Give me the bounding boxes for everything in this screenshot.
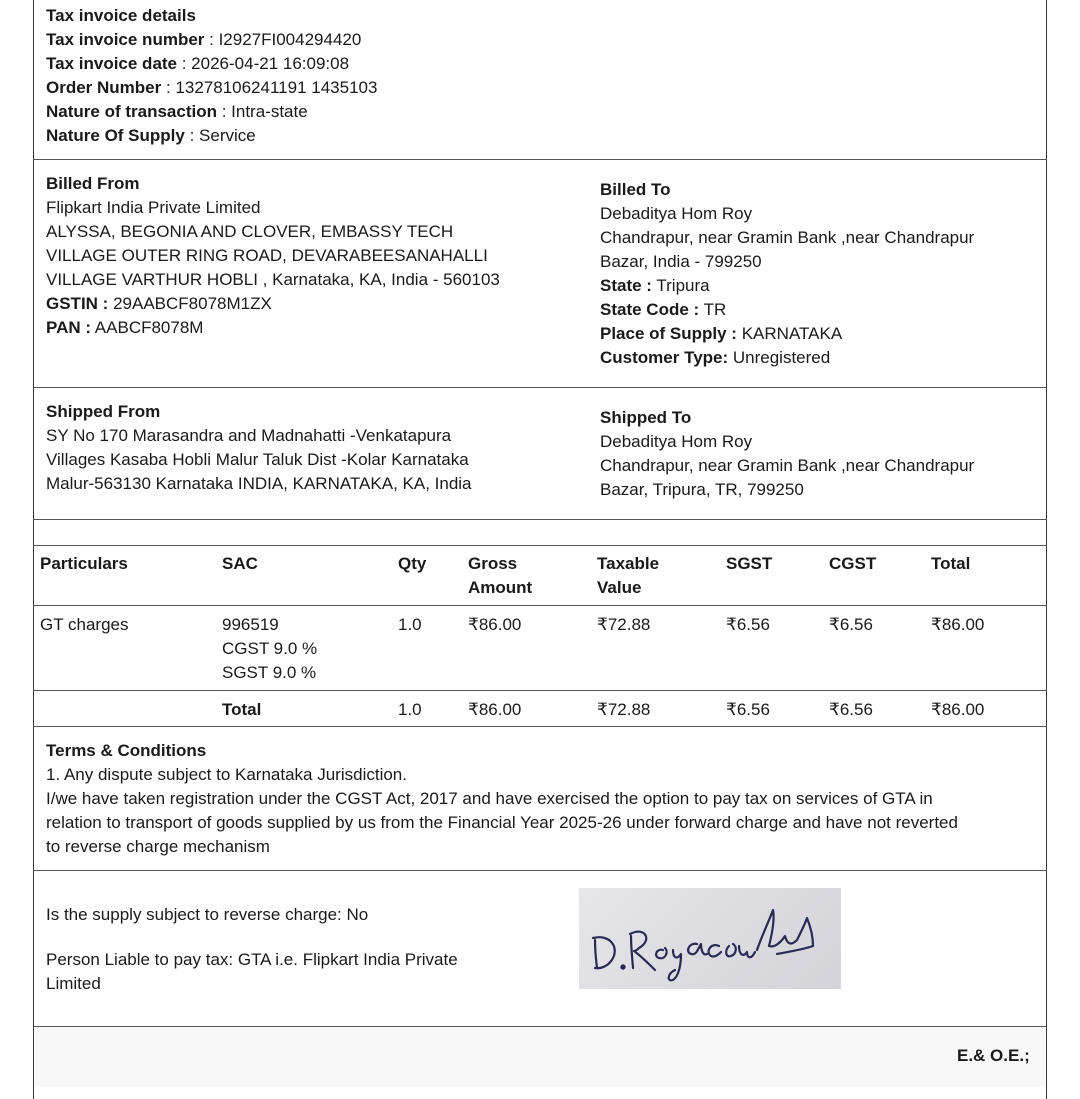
cell-gross-amount: ₹86.00 (468, 615, 522, 634)
order-number (46, 76, 377, 100)
total-qty: 1.0 (398, 700, 422, 719)
divider (33, 726, 1047, 727)
field-value: 29AABCF8078M1ZX (108, 294, 272, 313)
divider (33, 387, 1047, 388)
terms-line: I/we have taken registration under the CGST Act, 2017 and have exercised the option to pay tax on services of GTA in (46, 789, 933, 808)
column-header-taxable-value (597, 552, 659, 600)
cgst-rate: CGST 9.0 % (222, 639, 318, 658)
customer-type (600, 346, 974, 370)
address-line: ALYSSA, BEGONIA AND CLOVER, EMBASSY TECH (46, 222, 454, 241)
address-line: VILLAGE VARTHUR HOBLI , Karnataka, KA, India - 560103 (46, 270, 500, 289)
liable-line: Person Liable to pay tax: GTA i.e. Flipkart India Private (46, 950, 458, 969)
field-label: State Code : (600, 300, 700, 319)
pan (46, 316, 500, 340)
total-sgst: ₹6.56 (726, 700, 770, 719)
field-label: Customer Type: (600, 348, 729, 367)
divider (33, 519, 1047, 520)
header-line: Taxable (597, 554, 660, 573)
total-cgst: ₹6.56 (829, 700, 873, 719)
billed-from-heading: Billed From (46, 174, 140, 193)
field-value: Tripura (651, 276, 710, 295)
column-header-total: Total (931, 554, 971, 573)
address-line: Malur-563130 Karnataka INDIA, KARNATAKA, KA, India (46, 474, 472, 493)
invoice-frame (33, 0, 1047, 1099)
field-value: Unregistered (728, 348, 831, 367)
divider (33, 605, 1047, 606)
shipped-to (600, 406, 974, 502)
field-value: : 2026-04-21 16:09:08 (177, 54, 350, 73)
terms-line: to reverse charge mechanism (46, 837, 270, 856)
field-value: : Intra-state (216, 102, 308, 121)
total-amount: ₹86.00 (931, 700, 985, 719)
state-code (600, 298, 974, 322)
tax-details-heading: Tax invoice details (46, 6, 196, 25)
shipped-from (46, 400, 472, 496)
terms-and-conditions (46, 739, 958, 859)
field-value: : Service (184, 126, 256, 145)
person-liable (46, 948, 458, 996)
field-label: Nature of transaction (46, 102, 217, 121)
liable-line: Limited (46, 974, 101, 993)
divider (33, 690, 1047, 691)
divider (33, 1026, 1047, 1027)
tax-invoice-number (46, 28, 377, 52)
divider (33, 545, 1047, 546)
billed-to-heading: Billed To (600, 180, 671, 199)
field-label: Tax invoice number (46, 30, 205, 49)
address-line: VILLAGE OUTER RING ROAD, DEVARABEESANAHALLI (46, 246, 488, 265)
field-label: Order Number (46, 78, 162, 97)
column-header-sac: SAC (222, 554, 258, 573)
header-line: Value (597, 578, 642, 597)
sgst-rate: SGST 9.0 % (222, 663, 317, 682)
terms-line: relation to transport of goods supplied by us from the Financial Year 2025-26 under forward charge and have not reverted (46, 813, 958, 832)
nature-of-transaction (46, 100, 377, 124)
state (600, 274, 974, 298)
signature-scribble (579, 888, 841, 989)
field-label: PAN : (46, 318, 92, 337)
terms-heading: Terms & Conditions (46, 741, 207, 760)
address-line: Villages Kasaba Hobli Malur Taluk Dist -Kolar Karnataka (46, 450, 469, 469)
nature-of-supply (46, 124, 377, 148)
customer-name: Debaditya Hom Roy (600, 204, 753, 223)
cell-sac (222, 613, 317, 685)
shipped-from-heading: Shipped From (46, 402, 161, 421)
field-label: State : (600, 276, 652, 295)
column-header-sgst: SGST (726, 554, 773, 573)
reverse-charge-statement: Is the supply subject to reverse charge: No (46, 905, 369, 924)
total-label: Total (222, 700, 262, 719)
column-header-particulars: Particulars (40, 554, 128, 573)
divider (33, 159, 1047, 160)
column-header-gross-amount (468, 552, 532, 600)
gstin (46, 292, 500, 316)
total-taxable-value: ₹72.88 (597, 700, 651, 719)
field-label: Tax invoice date (46, 54, 178, 73)
cell-total: ₹86.00 (931, 615, 985, 634)
customer-name: Debaditya Hom Roy (600, 432, 753, 451)
cell-qty: 1.0 (398, 615, 422, 634)
total-gross-amount: ₹86.00 (468, 700, 522, 719)
field-label: GSTIN : (46, 294, 109, 313)
cell-cgst: ₹6.56 (829, 615, 873, 634)
field-label: Nature Of Supply (46, 126, 185, 145)
place-of-supply (600, 322, 974, 346)
field-value: : I2927FI004294420 (204, 30, 362, 49)
address-line: Chandrapur, near Gramin Bank ,near Chandrapur (600, 228, 975, 247)
shipped-to-heading: Shipped To (600, 408, 692, 427)
eoe-note: E.& O.E.; (957, 1046, 1030, 1065)
address-line: SY No 170 Marasandra and Madnahatti -Venkatapura (46, 426, 452, 445)
terms-line: 1. Any dispute subject to Karnataka Jurisdiction. (46, 765, 407, 784)
address-line: Bazar, Tripura, TR, 799250 (600, 480, 804, 499)
signature-image (579, 888, 841, 989)
divider (33, 870, 1047, 871)
field-value: AABCF8078M (91, 318, 204, 337)
address-line: Bazar, India - 799250 (600, 252, 762, 271)
column-header-qty: Qty (398, 554, 427, 573)
field-value: KARNATAKA (736, 324, 843, 343)
field-value: : 13278106241191 1435103 (161, 78, 378, 97)
column-header-cgst: CGST (829, 554, 877, 573)
tax-invoice-date (46, 52, 377, 76)
address-line: Flipkart India Private Limited (46, 198, 261, 217)
cell-sgst: ₹6.56 (726, 615, 770, 634)
billed-from (46, 172, 500, 340)
field-value: TR (699, 300, 727, 319)
billed-to (600, 178, 974, 370)
cell-particulars: GT charges (40, 615, 129, 634)
sac-code: 996519 (222, 615, 279, 634)
field-label: Place of Supply : (600, 324, 737, 343)
address-line: Chandrapur, near Gramin Bank ,near Chandrapur (600, 456, 975, 475)
cell-taxable-value: ₹72.88 (597, 615, 651, 634)
tax-invoice-details (46, 4, 377, 148)
header-line: Amount (468, 578, 533, 597)
header-line: Gross (468, 554, 518, 573)
